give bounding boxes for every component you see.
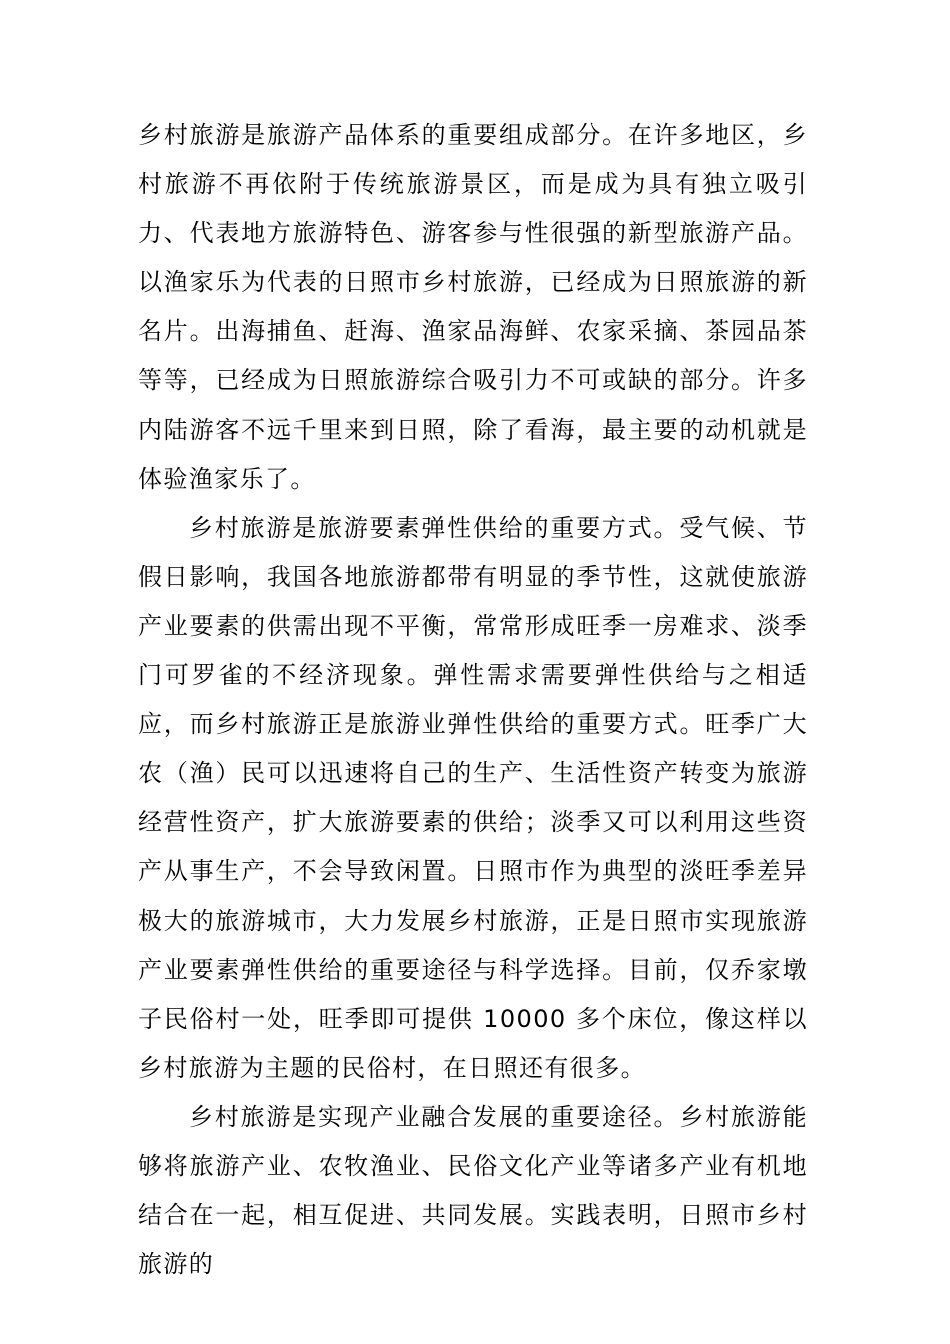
paragraph-elastic-supply: 乡村旅游是旅游要素弹性供给的重要方式。受气候、节假日影响，我国各地旅游都带有明显的季节性，这就使旅游产业要素的供需出现不平衡，常常形成旺季一房难求、淡季门可罗雀的不经济现象。弹性需求需要弹性供给与之相适应，而乡村旅游正是旅游业弹性供给的重要方式。旺季广大农（渔）民可以迅速将自己的生产、生活性资产转变为旅游经营性资产，扩大旅游要素的供给；淡季又可以利用这些资产从事生产，不会导致闲置。日照市作为典型的淡旺季差异极大的旅游城市，大力发展乡村旅游，正是日照市实现旅游产业要素弹性供给的重要途径与科学选择。目前，仅乔家墩子民俗村一处，旺季即可提供 10000 多个床位，像这样以乡村旅游为主题的民俗村，在日照还有很多。 xyxy=(138,513,808,1082)
paragraph-rural-tourism-product-system: 乡村旅游是旅游产品体系的重要组成部分。在许多地区，乡村旅游不再依附于传统旅游景区，而是成为具有独立吸引力、代表地方旅游特色、游客参与性很强的新型旅游产品。以渔家乐为代表的日照市乡村旅游，已经成为日照旅游的新名片。出海捕鱼、赶海、渔家品海鲜、农家采摘、茶园品茶等等，已经成为日照旅游综合吸引力不可或缺的部分。许多内陆游客不远千里来到日照，除了看海，最主要的动机就是体验渔家乐了。 xyxy=(138,121,808,493)
paragraph-industry-integration: 乡村旅游是实现产业融合发展的重要途径。乡村旅游能够将旅游产业、农牧渔业、民俗文化产业等诸多产业有机地结合在一起，相互促进、共同发展。实践表明，日照市乡村旅游的 xyxy=(138,1102,808,1279)
document-body xyxy=(138,111,808,1289)
